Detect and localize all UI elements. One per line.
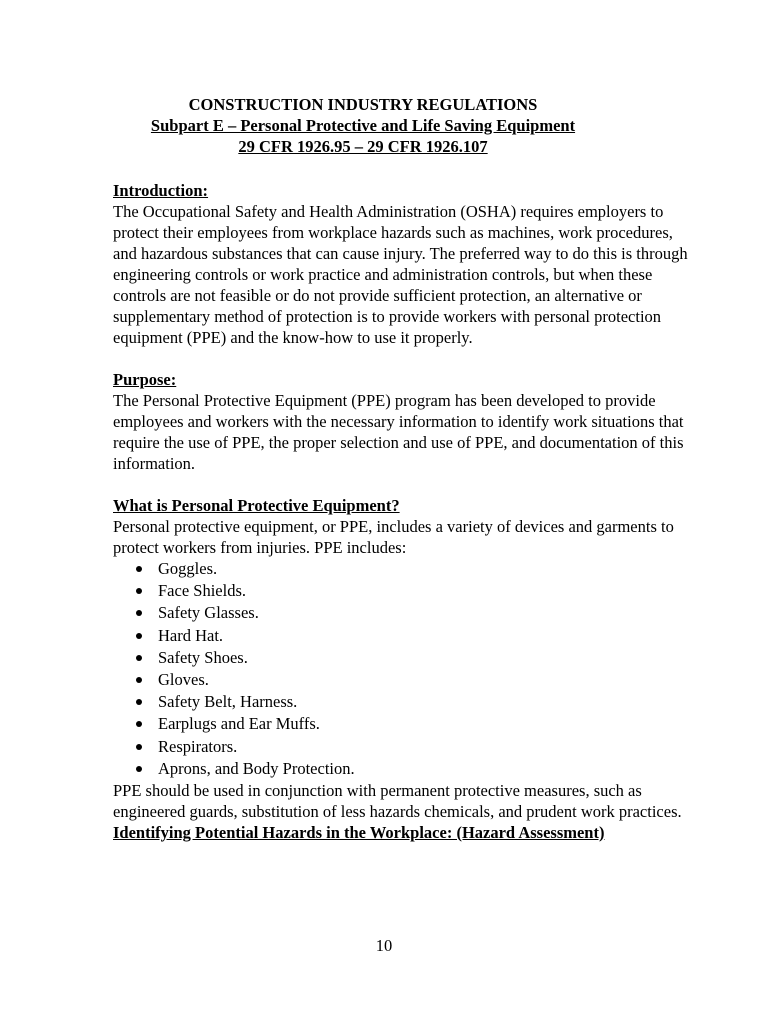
spacer <box>113 348 693 369</box>
ppe-intro-text: Personal protective equipment, or PPE, includes a variety of devices and garments to protect workers from injuries. PPE includes: <box>113 517 674 557</box>
list-item: Face Shields. <box>135 580 693 602</box>
list-item: Safety Shoes. <box>135 647 693 669</box>
document-body <box>113 180 693 843</box>
title-subpart: Subpart E – Personal Protective and Life Saving Equipment <box>150 116 576 135</box>
purpose-text: The Personal Protective Equipment (PPE) program has been developed to provide employees and workers with the necessary information to identify work situations that require the use of PPE, the proper selection and use of PPE, and documentation of this information. <box>113 391 684 473</box>
title-cfr-range: 29 CFR 1926.95 – 29 CFR 1926.107 <box>238 137 488 156</box>
introduction-text: The Occupational Safety and Health Administration (OSHA) requires employers to protect their employees from workplace hazards such as machines, work procedures, and hazardous substances that can cause injury. The preferred way to do this is through engineering controls or work practice and administration controls, but when these controls are not feasible or do not provide sufficient protection, an alternative or supplementary method of protection is to provide workers with personal protection equipment (PPE) and the know-how to use it properly. <box>113 202 688 347</box>
ppe-closing-text: PPE should be used in conjunction with permanent protective measures, such as engineered guards, substitution of less hazards chemicals, and prudent work practices. <box>113 781 682 822</box>
hazards-heading: Identifying Potential Hazards in the Workplace: (Hazard Assessment) <box>113 823 605 843</box>
list-item: Safety Belt, Harness. <box>135 691 693 713</box>
introduction-heading: Introduction: <box>113 181 209 200</box>
page-number: 10 <box>375 936 393 955</box>
list-item: Goggles. <box>135 558 693 580</box>
list-item: Respirators. <box>135 736 693 758</box>
spacer <box>113 474 693 495</box>
list-item: Safety Glasses. <box>135 602 693 624</box>
ppe-heading: What is Personal Protective Equipment? <box>113 496 400 515</box>
list-item: Earplugs and Ear Muffs. <box>135 713 693 735</box>
list-item: Aprons, and Body Protection. <box>135 758 693 780</box>
title-regulations: CONSTRUCTION INDUSTRY REGULATIONS <box>188 95 538 114</box>
list-item: Gloves. <box>135 669 693 691</box>
ppe-list <box>113 558 693 780</box>
purpose-heading: Purpose: <box>113 370 177 389</box>
document-title-block <box>0 94 726 157</box>
list-item: Hard Hat. <box>135 625 693 647</box>
